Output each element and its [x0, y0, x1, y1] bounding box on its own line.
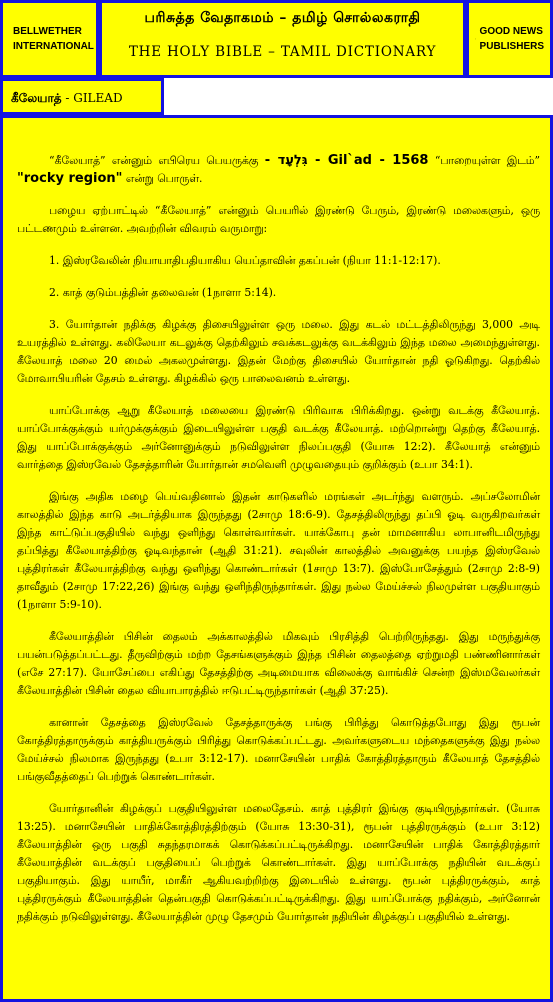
- headword-box: [0, 78, 164, 115]
- bellwether-logo: [9, 9, 94, 69]
- intro-text-3: என்று பொருள்.: [125, 172, 203, 185]
- english-meaning: "rocky region": [17, 171, 123, 186]
- herald-figure-icon: [475, 17, 476, 61]
- bellwether-logo-box: [0, 0, 99, 78]
- intro-text-2: “பாறையுள்ள இடம்”: [434, 154, 540, 167]
- intro-text-1: “கீலேயாத்” என்னும் எபிரெய பெயருக்கு: [49, 154, 259, 167]
- logo-left-line2: INTERNATIONAL: [13, 41, 94, 52]
- list-item-1: 1. இஸ்ரவேலின் நியாயாதிபதியாகிய யெப்தாவின் தகப்பன் (நியா 11:1-12:17).: [49, 254, 441, 267]
- title-box: [99, 0, 466, 78]
- entry-content-box: [0, 115, 553, 1002]
- good-news-logo-box: [466, 0, 553, 78]
- headword-tamil: கீலேயாத்: [11, 91, 62, 105]
- headword: [3, 81, 161, 107]
- title-tamil: பரிசுத்த வேதாகமம் – தமிழ் சொல்லகராதி: [144, 10, 421, 26]
- logo-right-line1: GOOD NEWS: [479, 26, 543, 37]
- paragraph-balm: கீலேயாத்தின் பிசின் தைலம் அக்காலத்தில் மிகவும் பிரசித்தி பெற்றிருந்தது. இது மருந்துக்கு பயன்படுத்தப்பட்டது. தீருவிற்கும் மற்ற தேசங்களுக்கும் இந்த பிசின் தைலத்தை ஏற்றுமதி பண்ணினார்கள் (எசே 27:17). யோசேப்பை எகிப்து தேசத்திற்கு அடிமையாக விலைக்கு வாங்கிச் சென்ற இஸ்மவேலர்கள் கீலேயாத்தின் பிசின் தைல வியாபாரத்தில் ஈடுபட்டிருந்தார்கள் (ஆதி 37:25).: [17, 630, 540, 697]
- list-item-2: 2. காத் குடும்பத்தின் தலைவன் (1நாளா 5:14).: [49, 286, 277, 299]
- paragraph-overview: பழைய ஏற்பாட்டில் “கீலேயாத்” என்னும் பெயரில் இரண்டு பேரும், இரண்டு மலைகளும், ஒரு பட்டணமும் உள்ளன. அவற்றின் விவரம் வருமாறு:: [17, 204, 540, 235]
- paragraph-allotment: கானான் தேசத்தை இஸ்ரவேல் தேசத்தாருக்கு பங்கு பிரித்து கொடுத்தபோது இது ரூபன் கோத்திரத்தாருக்கும் காத்தியருக்கும் பிரித்து கொடுக்கப்பட்டது. அவர்களுடைய மந்தைகளுக்கு இது நல்ல மேய்ச்சல் நிலமாக இருந்தது (உபா 3:12-17). மனாசேயின் பாதிக் கோத்திரத்தாரும் கீலேயாத் தேசத்தில் பங்குவீதத்தைப் பெற்றுக் கொண்டார்கள்.: [17, 716, 540, 783]
- paragraph-mountain: 3. யோர்தான் நதிக்கு கிழக்கு திசையிலுள்ள ஒரு மலை. இது கடல் மட்டத்திலிருந்து 3,000 அடி உயரத்தில் உள்ளது. கலிலேயா கடலுக்கு தெற்கிலும் சவக்கடலுக்கு வடக்கிலும் இந்த மலை அமைந்துள்ளது. கீலேயாத் மலை 20 மைல் அகலமுள்ளது. இதன் மேற்கு திசையில் யோர்தான் நதி ஓடுகிறது. தெற்கில் மோவாபியரின் தேசம் உள்ளது. கிழக்கில் ஒரு பாலைவனம் உள்ளது.: [17, 318, 540, 385]
- intro-paragraph: [17, 152, 540, 188]
- paragraph-jabbok: யாப்போக்கு ஆறு கீலேயாத் மலையை இரண்டு பிரிவாக பிரிக்கிறது. ஒன்று வடக்கு கீலேயாத். யாப்போக்குக்கும் யர்முக்குக்கும் இடையிலுள்ள பகுதி வடக்கு கீலேயாத். மற்றொன்று தெற்கு கீலேயாத். இது யாப்போக்குக்கும் அர்னோனுக்கும் நடுவிலுள்ள நிலப்பகுதி (யோசு 12:2). கீலேயாத் என்னும் வார்த்தை இஸ்ரவேல் தேசத்தாரின் யோர்தான் சமவெளி முழுவதையும் குறிக்கும் (உபா 34:1).: [17, 404, 540, 471]
- paragraph-tribes: யோர்தானின் கிழக்குப் பகுதியிலுள்ள மலைதேசம். காத் புத்திரர் இங்கு குடியிருந்தார்கள். (யோசு 13:25). மனாசேயின் பாதிக்கோத்திரத்திற்கும் (யோசு 13:30-31), ரூபன் புத்திரருக்கும் (உபா 3:12) கீலேயாத்தின் ஒரு பகுதி சுதந்தரமாகக் கொடுக்கப்பட்டிருக்கிறது. மனாசேயின் பாதிக் கோத்திரத்தார் கீலேயாத்தின் வடக்குப் பகுதியைப் பெற்றுக் கொண்டார்கள். இது யாப்போக்கு நதியின் வடக்குப் பகுதியாகும். இது யாயீர், மாகீர் ஆகியவற்றிற்கு இடையில் உள்ளது. ரூபன் புத்திரருக்கும், காத் புத்திரருக்கும் கீலேயாத்தின் தென்பகுதி கொடுக்கப்பட்டிருக்கிறது. இது யாப்போக்கு நதிக்கும், அர்னோன் நதிக்கும் நடுவிலுள்ளது. கீலேயாத்தின் முழு தேசமும் யோர்தான் நதியின் கிழக்குப் பகுதியில் உள்ளது.: [17, 802, 540, 923]
- logo-right-line2: PUBLISHERS: [479, 41, 544, 52]
- entry-content: [17, 152, 540, 940]
- headword-english: - GILEAD: [65, 91, 123, 105]
- hebrew-reference: - גִּלְעָד - Gil`ad - 1568: [264, 153, 429, 168]
- title-english: THE HOLY BIBLE – TAMIL DICTIONARY: [128, 44, 437, 60]
- good-news-logo: [475, 9, 544, 69]
- paragraph-forests: இங்கு அதிக மழை பெய்வதினால் இதன் காடுகளில் மரங்கள் அடர்ந்து வளரும். அப்சலோமின் காலத்தில் இந்த காடு அடர்த்தியாக இருந்தது (2சாமு 18:6-9). தேசத்திலிருந்து தப்பி ஓடி வருகிறவர்கள் இந்த காட்டுப்பகுதியில் வந்து ஒளிந்து கொள்வார்கள். யாக்கோபு தன் மாமனாகிய லாபானிடமிருந்து தப்பித்து கீலேயாத்திற்கு ஓடிவந்தான் (ஆதி 31:21). சவுலின் காலத்தில் அவனுக்கு பயந்த இஸ்ரவேல் புத்திரர்கள் கீலேயாத்திற்கு வந்து ஒளிந்து கொண்டார்கள் (1சாமு 13:7). இஸ்போசேத்தும் (2சாமு 2:8-9) தாவீதும் (2சாமு 17:22,26) இங்கு வந்து ஒளிந்திருந்தார்கள். இது நல்ல மேய்ச்சல் நிலமுள்ள பகுதியாகும் (1நாளா 5:9-10).: [17, 490, 540, 611]
- logo-left-line1: BELLWETHER: [13, 26, 82, 37]
